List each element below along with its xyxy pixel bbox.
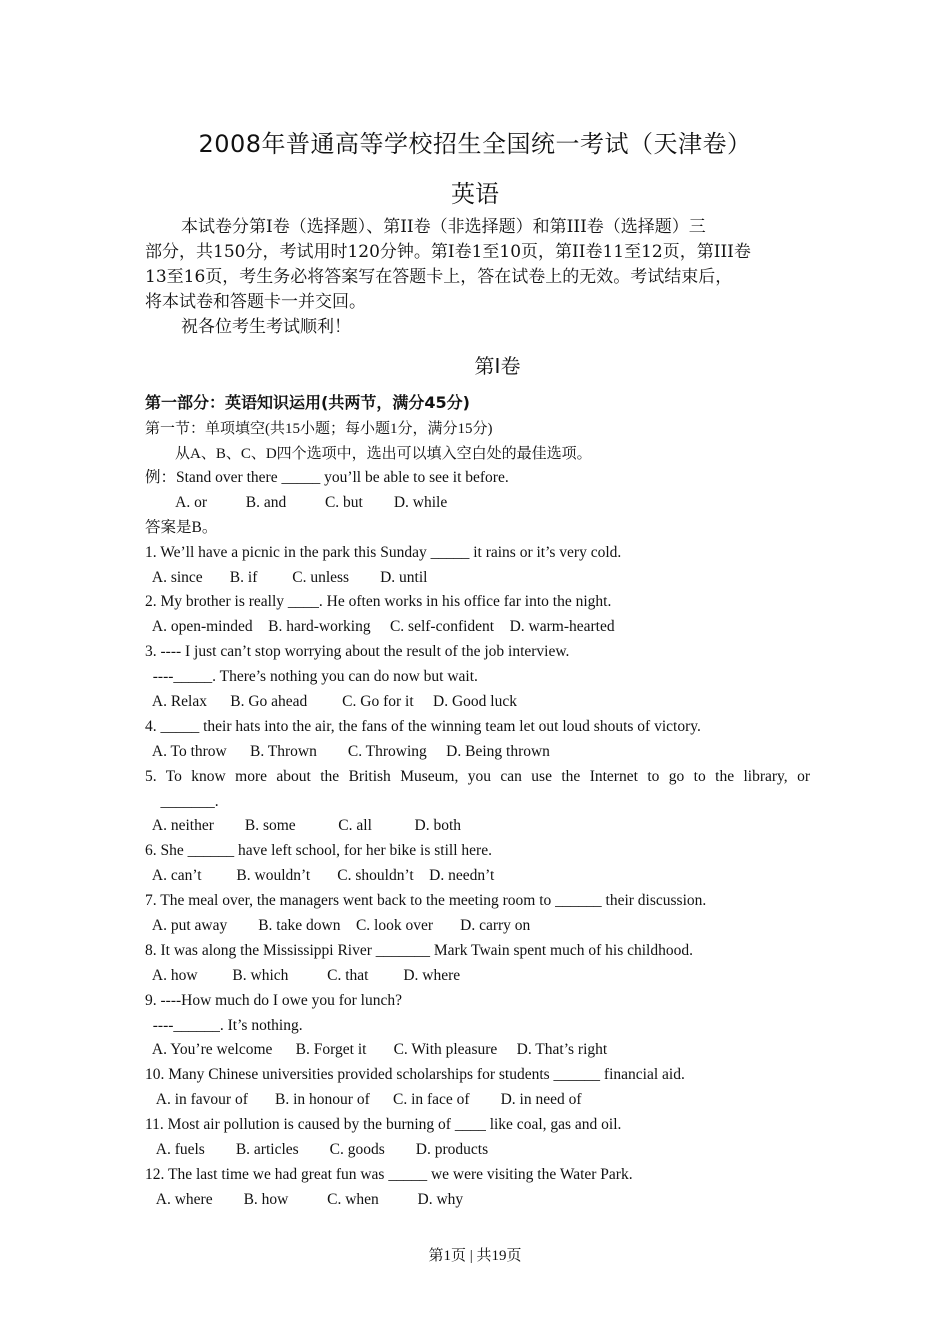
question-stem: 1. We’ll have a picnic in the park this Sunday _____ it rains or it’s very cold. [145,543,622,561]
question-stem-continued: _______. [145,792,219,810]
question-options: A. open-minded B. hard-working C. self-confident D. warm-hearted [145,618,615,636]
question-options: A. since B. if C. unless D. until [145,568,428,586]
question-options: A. can’t B. wouldn’t C. shouldn’t D. needn’t [145,867,495,885]
intro-line: 将本试卷和答题卡一并交回。 [145,292,366,312]
question-options: A. put away B. take down C. look over D. carry on [145,917,531,935]
intro-line: 本试卷分第I卷（选择题）、第II卷（非选择题）和第III卷（选择题）三 [181,217,706,237]
subject-heading: 英语 [451,180,499,208]
question-stem-continued: ----_____. There’s nothing you can do now but wait. [145,668,478,686]
page-footer: 第1页 | 共19页 [428,1248,522,1264]
question-options: A. how B. which C. that D. where [145,966,461,984]
example-stem: 例：Stand over there _____ you’ll be able to see it before. [145,469,509,486]
question-stem: 3. ---- I just can’t stop worrying about the result of the job interview. [145,643,570,661]
question-options: A. Relax B. Go ahead C. Go for it D. Good luck [145,693,517,711]
question-stem-continued: ----______. It’s nothing. [145,1016,303,1034]
question-stem: 7. The meal over, the managers went back to the meeting room to ______ their discussion. [145,892,707,910]
question-stem: 6. She ______ have left school, for her bike is still here. [145,842,492,860]
question-options: A. neither B. some C. all D. both [145,817,462,835]
example-options: A. or B. and C. but D. while [145,493,448,511]
intro-line: 13至16页，考生务必将答案写在答题卡上，答在试卷上的无效。考试结束后， [145,267,733,287]
volume-heading: 第I卷 [474,354,521,378]
question-options: A. You’re welcome B. Forget it C. With pleasure D. That’s right [145,1041,608,1059]
question-stem: 9. ----How much do I owe you for lunch? [145,991,402,1009]
section-instruction: 从A、B、C、D四个选项中，选出可以填入空白处的最佳选项。 [175,446,592,462]
question-stem: 12. The last time we had great fun was _____ we were visiting the Water Park. [145,1165,633,1183]
question-stem: 8. It was along the Mississippi River _______ Mark Twain spent much of his childhood. [145,941,693,959]
question-options: A. in favour of B. in honour of C. in face of D. in need of [145,1091,582,1109]
question-options: A. where B. how C. when D. why [145,1190,464,1208]
question-stem: 11. Most air pollution is caused by the burning of ____ like coal, gas and oil. [145,1116,622,1134]
section-heading: 第一节：单项填空(共15小题；每小题1分，满分15分) [145,421,493,437]
question-list [145,466,810,1213]
exam-instructions [145,215,807,340]
example-answer: 答案是B。 [145,518,218,536]
question-options: A. To throw B. Thrown C. Throwing D. Being thrown [145,742,550,760]
question-stem: 2. My brother is really ____. He often works in his office far into the night. [145,593,612,611]
question-stem: 4. _____ their hats into the air, the fans of the winning team let out loud shouts of victory. [145,717,701,735]
exam-title: 2008年普通高等学校招生全国统一考试（天津卷） [198,130,752,158]
good-luck-line: 祝各位考生考试顺利！ [181,317,351,337]
intro-line: 部分，共150分，考试用时120分钟。第I卷1至10页，第II卷11至12页，第III卷 [145,242,751,262]
question-options: A. fuels B. articles C. goods D. products [145,1141,489,1159]
part-heading: 第一部分：英语知识运用(共两节，满分45分) [145,393,470,412]
question-stem: 5. To know more about the British Museum, you can use the Internet to go to the library, or [145,767,810,785]
question-stem: 10. Many Chinese universities provided scholarships for students ______ financial aid. [145,1066,685,1084]
